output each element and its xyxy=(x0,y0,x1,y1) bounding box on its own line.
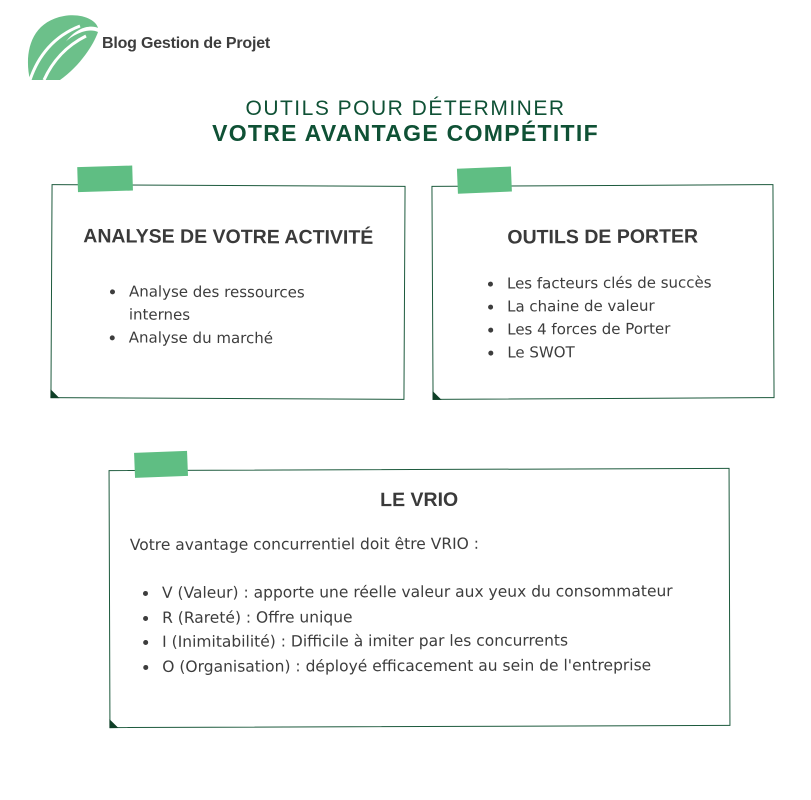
list-item: I (Inimitabilité) : Difficile à imiter par les concurrents xyxy=(140,628,700,654)
card-title: ANALYSE DE VOTRE ACTIVITÉ xyxy=(83,225,374,249)
card-vrio xyxy=(109,468,731,728)
list-item: Les 4 forces de Porter xyxy=(485,317,765,341)
card-tab xyxy=(457,167,512,194)
list-item: R (Rareté) : Offre unique xyxy=(140,604,700,630)
card-corner-fold xyxy=(433,391,442,400)
list-item: O (Organisation) : déployé efficacement au sein de l'entreprise xyxy=(140,653,700,679)
card-list xyxy=(107,280,367,350)
card-outils-porter xyxy=(431,184,774,400)
card-title: OUTILS DE PORTER xyxy=(507,225,699,249)
card-analyse-activite xyxy=(50,184,405,400)
page-subtitle: OUTILS POUR DÉTERMINER xyxy=(245,97,566,120)
card-corner-fold xyxy=(50,389,59,398)
brand-name: Blog Gestion de Projet xyxy=(102,35,271,52)
list-item: Analyse du marché xyxy=(107,326,367,350)
list-item: La chaine de valeur xyxy=(485,294,765,318)
card-list xyxy=(485,271,765,364)
logo[interactable] xyxy=(24,14,271,80)
card-title: LE VRIO xyxy=(380,488,459,512)
card-tab xyxy=(77,166,133,193)
list-item: Analyse des ressources internes xyxy=(107,280,367,327)
list-item: Les facteurs clés de succès xyxy=(485,271,765,295)
leaf-logo-icon xyxy=(24,14,98,80)
page-title: VOTRE AVANTAGE COMPÉTITIF xyxy=(212,120,599,146)
card-tab xyxy=(134,451,188,478)
card-corner-fold xyxy=(109,719,118,728)
list-item: V (Valeur) : apporte une réelle valeur aux yeux du consommateur xyxy=(140,579,700,605)
card-intro: Votre avantage concurrentiel doit être VRIO : xyxy=(129,534,480,555)
list-item: Le SWOT xyxy=(485,340,765,364)
card-list xyxy=(140,579,700,679)
